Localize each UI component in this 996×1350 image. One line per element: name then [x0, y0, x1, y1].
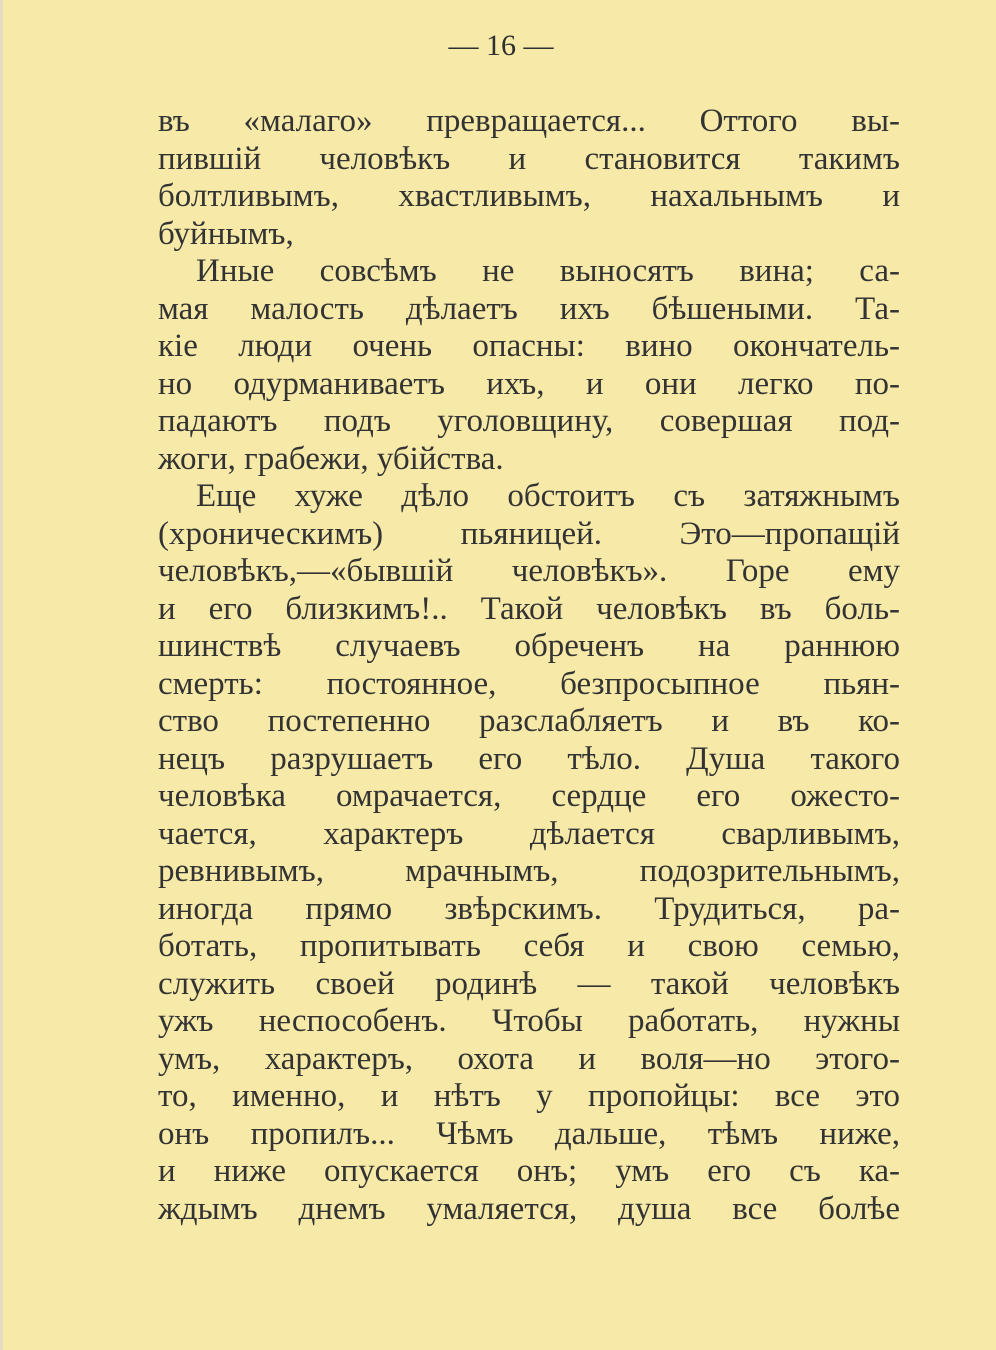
text-line: Иные совсѣмъ не выносятъ вина; са-	[196, 253, 900, 289]
text-line: человѣка омрачается, сердце его ожесто-	[158, 778, 900, 814]
text-line: ботать, пропитывать себя и свою семью,	[158, 928, 900, 964]
text-line: и его близкимъ!.. Такой человѣкъ въ боль-	[158, 590, 900, 627]
text-line: пившій человѣкъ и становится такимъ	[158, 140, 900, 177]
page-number: — 16 —	[448, 29, 554, 62]
text-line: и ниже опускается онъ; умъ его съ ка-	[158, 1153, 900, 1189]
text-line: ство постепенно разслабляетъ и въ ко-	[158, 703, 900, 739]
text-line: чается, характеръ дѣлается сварливымъ,	[158, 815, 900, 852]
text-line: (хроническимъ) пьяницей. Это—пропащій	[158, 515, 900, 552]
text-line: Еще хуже дѣло обстоитъ съ затяжнымъ	[196, 478, 900, 514]
text-line: иногда прямо звѣрскимъ. Трудиться, ра-	[158, 890, 900, 927]
text-line: ждымъ днемъ умаляется, душа все болѣе	[158, 1190, 900, 1227]
text-line: въ «малаго» превращается... Оттого вы-	[158, 103, 900, 139]
text-line: смерть: постоянное, безпросыпное пьян-	[158, 665, 900, 702]
text-line: болтливымъ, хвастливымъ, нахальнымъ и	[158, 178, 900, 214]
text-line: кіе люди очень опасны: вино окончатель-	[158, 328, 900, 364]
text-line: буйнымъ,	[158, 215, 294, 252]
text-line: человѣкъ,—«бывшій человѣкъ». Горе ему	[158, 553, 900, 589]
text-line: падаютъ подъ уголовщину, совершая под-	[158, 403, 900, 439]
text-line: ужъ неспособенъ. Чтобы работать, нужны	[158, 1003, 900, 1039]
page-body-text	[158, 103, 900, 1228]
text-line: умъ, характеръ, охота и воля—но этого-	[158, 1040, 900, 1077]
text-line: жоги, грабежи, убійства.	[158, 440, 504, 477]
text-line: служить своей родинѣ — такой человѣкъ	[158, 965, 900, 1002]
text-line: но одурманиваетъ ихъ, и они легко по-	[158, 365, 900, 402]
text-line: нецъ разрушаетъ его тѣло. Душа такого	[158, 740, 900, 777]
text-line: ревнивымъ, мрачнымъ, подозрительнымъ,	[158, 853, 900, 889]
text-line: мая малость дѣлаетъ ихъ бѣшеными. Та-	[158, 290, 900, 327]
text-line: шинствѣ случаевъ обреченъ на раннюю	[158, 628, 900, 664]
text-line: то, именно, и нѣтъ у пропойцы: все это	[158, 1078, 900, 1114]
text-line: онъ пропилъ... Чѣмъ дальше, тѣмъ ниже,	[158, 1115, 900, 1152]
